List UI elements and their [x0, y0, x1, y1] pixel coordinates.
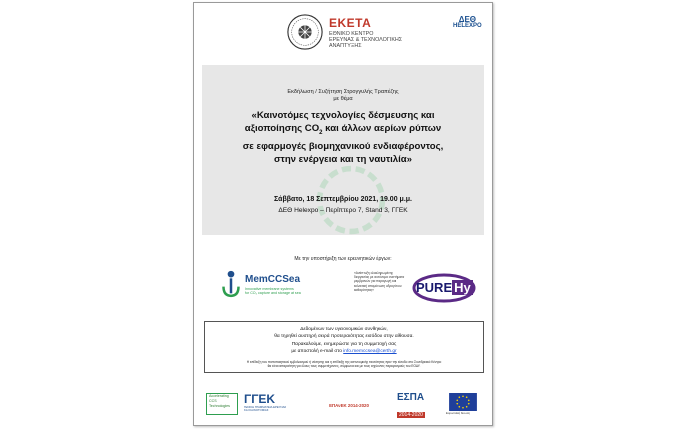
event-title-line: σε εφαρμογές βιομηχανικού ενδιαφέροντος,: [242, 140, 444, 152]
accel-line: Accelerating: [209, 394, 229, 398]
org-sub-line: ΑΝΑΠΤΥΞΗΣ: [329, 43, 362, 49]
deth-helexpo-logo: [453, 17, 482, 29]
title-part: και άλλων αερίων ρύπων: [322, 123, 442, 134]
purehy-logo: [412, 273, 477, 303]
event-date: Σάββατο, 18 Σεπτεμβρίου 2021, 19.00 μ.μ.: [273, 196, 412, 203]
memccsea-logo: [221, 268, 336, 308]
poster-page: [193, 2, 493, 426]
notice-line: Δεδομένων των υγειονομικών συνθηκών,: [300, 327, 388, 332]
org-sub-line: ΕΡΕΥΝΑΣ & ΤΕΧΝΟΛΟΓΙΚΗΣ: [329, 37, 403, 43]
org-subtitle: [329, 31, 419, 49]
notice-box: [204, 321, 484, 373]
purehy-hy: Hy: [454, 280, 471, 295]
notice-email-prefix: με αποστολή e-mail στο: [291, 349, 344, 354]
tagline-line: Innovative membrane systems: [245, 287, 294, 291]
espa-years: 2014-2020: [399, 412, 423, 418]
event-title-line: [208, 122, 478, 140]
ggek-logo: [244, 393, 290, 415]
tagline-line: for CO₂ capture and storage at sea: [245, 291, 301, 296]
fine-print: [199, 360, 489, 368]
event-band: [202, 65, 484, 235]
fine-line: θα είναι απαραίτητη για όλους τους συμμετέχοντες, σύμφωνα και με τους ισχύοντες περιορισμούς του ΕΟΔΥ.: [267, 364, 421, 368]
eu-flag-logo: [446, 393, 480, 415]
helexpo-text: HELEXPO: [453, 23, 482, 29]
org-title: ΕΚΕΤΑ: [329, 16, 372, 30]
event-title: [208, 109, 478, 166]
memccsea-name: MemCCSea: [245, 274, 301, 285]
accelerating-ccs-logo: [206, 393, 238, 415]
notice-line: Παρακαλούμε, ενημερώστε για τη συμμετοχή σας: [291, 342, 397, 347]
purehy-pure: PURE: [416, 280, 453, 295]
epanek-logo: [316, 395, 382, 415]
title-part: αξιοποίησης CO: [244, 123, 320, 134]
eketa-seal-logo: [286, 13, 324, 51]
notice-line: [205, 349, 483, 354]
org-sub-line: ΕΘΝΙΚΟ ΚΕΝΤΡΟ: [329, 31, 374, 37]
fine-line: Η επίδειξη του πιστοποιητικού εμβολιασμού ή νόσησης και η επίδειξη της αστυνομικής ταυτότητας πριν την είσοδο στο Συνεδριακό Κέντρο: [246, 360, 442, 364]
anchor-figure-icon: [221, 268, 241, 302]
event-type: [202, 89, 484, 103]
eu-text: Ευρωπαϊκή Ένωση: [446, 411, 471, 415]
eu-flag-icon: [446, 393, 480, 411]
memccsea-tagline: [245, 287, 301, 296]
espa-text: ΕΣΠΑ: [397, 392, 425, 403]
ggek-sub: ΓΕΝΙΚΗ ΓΡΑΜΜΑΤΕΙΑ ΕΡΕΥΝΑΣ ΚΑΙ ΚΑΙΝΟΤΟΜΙΑΣ: [244, 405, 287, 413]
event-type-line: με θέμα: [333, 96, 353, 102]
ggek-text: ΓΓΕΚ: [244, 392, 276, 406]
support-text: Με την υποστήριξη των ερευνητικών έργων:: [294, 256, 392, 262]
purehy-description: «Ανάπτυξη ολοκληρωμένης διεργασίας με αυτόνομα συστήματα μεμβρανών για παραγωγή και εκλεκτική απομόνωση υδρογόνου καθαρότητας»: [354, 271, 405, 292]
purehy-text: [416, 280, 473, 295]
event-title-line: στην ενέργεια και τη ναυτιλία»: [273, 153, 413, 165]
event-type-line: Εκδήλωση / Συζήτηση Στρογγυλής Τραπέζης: [287, 89, 399, 95]
espa-logo: [397, 392, 441, 416]
accel-line: Technologies: [209, 404, 230, 408]
accel-line: CCS: [209, 399, 217, 403]
event-venue: ΔΕΘ Helexpo – Περίπτερο 7, Stand 3, ΓΓΕΚ: [278, 207, 408, 214]
epanek-text: ΕΠΑνΕΚ 2014-2020: [329, 403, 369, 408]
email-link[interactable]: info.memccsea@certh.gr: [343, 349, 397, 354]
co2-subscript: 2: [319, 129, 323, 136]
notice-line: θα τηρηθεί αυστηρή σειρά προτεραιότητας εισόδου στην αίθουσα.: [274, 334, 414, 339]
deth-text: ΔΕΘ: [458, 15, 476, 24]
event-title-line: «Καινοτόμες τεχνολογίες δέσμευσης και: [251, 110, 435, 121]
